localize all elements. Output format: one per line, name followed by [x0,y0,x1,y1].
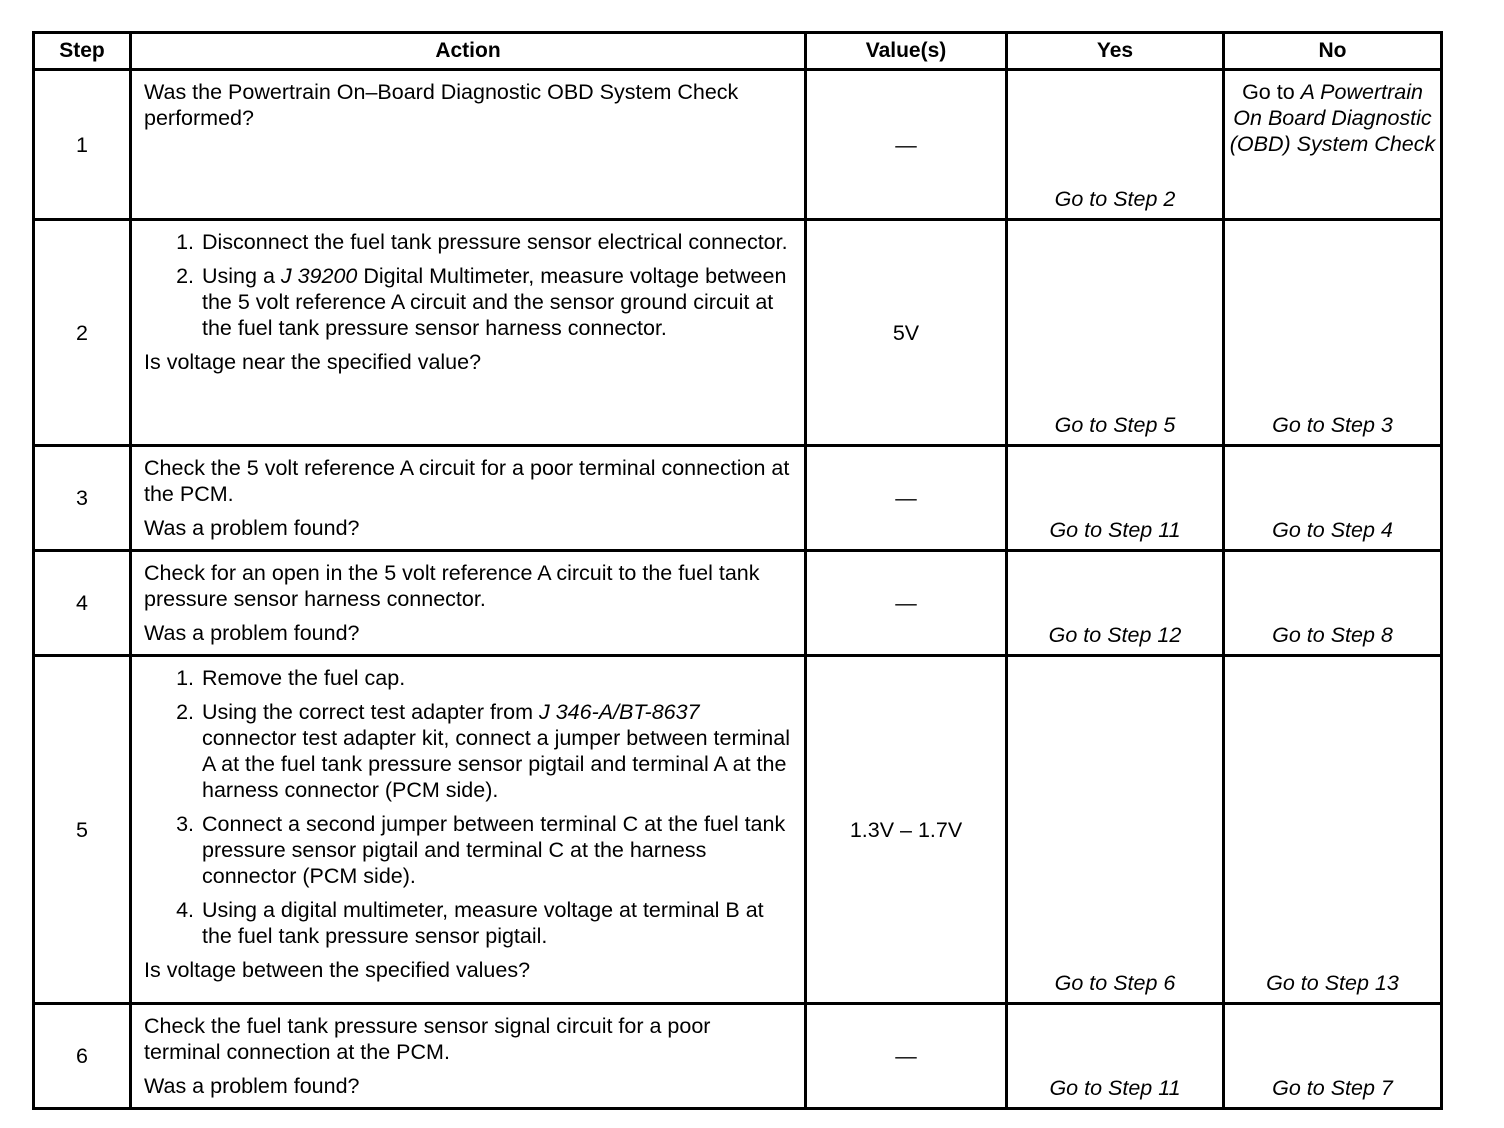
action-cell [131,1004,806,1109]
table-row [34,656,1442,1004]
action-cell [131,551,806,656]
action-step-item: 1. Remove the fuel cap. [200,665,790,691]
yes-cell: Go to Step 5 [1007,220,1224,446]
action-steps-list [144,665,790,949]
tool-reference: J 346-A/BT-8637 [538,700,700,724]
header-values: Value(s) [806,33,1007,70]
table-row [34,1004,1442,1109]
action-question: Is voltage near the specified value? [144,350,482,374]
step-number: 1 [34,70,131,220]
action-step-item: 1. Disconnect the fuel tank pressure sensor electrical connector. [200,229,790,255]
no-italic-reference: A Powertrain On Board Diagnostic (OBD) System Check [1229,80,1436,156]
diagnostic-table [32,31,1443,1110]
action-text: Check the 5 volt reference A circuit for a poor terminal connection at the PCM. [144,456,790,506]
step-number: 5 [34,656,131,1004]
table-row [34,551,1442,656]
action-cell [131,656,806,1004]
no-cell: Go to Step 13 [1224,656,1442,1004]
yes-cell: Go to Step 6 [1007,656,1224,1004]
tool-reference: J 39200 [280,264,358,288]
value-cell: — [806,446,1007,551]
step-number: 2 [34,220,131,446]
action-steps-list [144,229,790,341]
value-cell: — [806,70,1007,220]
yes-cell: Go to Step 2 [1007,70,1224,220]
value-cell: — [806,551,1007,656]
value-cell: — [806,1004,1007,1109]
action-text: Was the Powertrain On–Board Diagnostic OBD System Check performed? [144,80,739,130]
action-cell [131,70,806,220]
yes-cell: Go to Step 11 [1007,1004,1224,1109]
action-step-item: 2. Using the correct test adapter from J 346-A/BT-8637 connector test adapter kit, connect a jumper between terminal A at the fuel tank pressure sensor pigtail and terminal A at the harness connector (PCM side). [200,699,790,803]
no-cell [1224,70,1442,220]
action-cell [131,220,806,446]
no-cell: Go to Step 7 [1224,1004,1442,1109]
yes-cell: Go to Step 12 [1007,551,1224,656]
yes-cell: Go to Step 11 [1007,446,1224,551]
action-step-item: 4. Using a digital multimeter, measure voltage at terminal B at the fuel tank pressure sensor pigtail. [200,897,790,949]
header-action: Action [131,33,806,70]
action-cell [131,446,806,551]
action-question: Was a problem found? [144,621,360,645]
header-step: Step [34,33,131,70]
header-yes: Yes [1007,33,1224,70]
action-question: Was a problem found? [144,516,360,540]
action-text: Check for an open in the 5 volt reference A circuit to the fuel tank pressure sensor harness connector. [144,561,760,611]
step-number: 6 [34,1004,131,1109]
table-row [34,220,1442,446]
value-cell: 5V [806,220,1007,446]
action-text: Check the fuel tank pressure sensor signal circuit for a poor terminal connection at the PCM. [144,1014,711,1064]
action-step-item: 2. Using a J 39200 Digital Multimeter, measure voltage between the 5 volt reference A circuit and the sensor ground circuit at the fuel tank pressure sensor harness connector. [200,263,790,341]
table-row [34,446,1442,551]
header-no: No [1224,33,1442,70]
no-cell: Go to Step 4 [1224,446,1442,551]
action-question: Is voltage between the specified values? [144,958,531,982]
action-step-item: 3. Connect a second jumper between terminal C at the fuel tank pressure sensor pigtail and terminal C at the harness connector (PCM side). [200,811,790,889]
step-number: 3 [34,446,131,551]
step-number: 4 [34,551,131,656]
no-cell: Go to Step 3 [1224,220,1442,446]
action-question: Was a problem found? [144,1074,360,1098]
no-prefix: Go to [1242,80,1301,104]
no-cell: Go to Step 8 [1224,551,1442,656]
table-row [34,70,1442,220]
value-cell: 1.3V – 1.7V [806,656,1007,1004]
header-row [34,33,1442,70]
